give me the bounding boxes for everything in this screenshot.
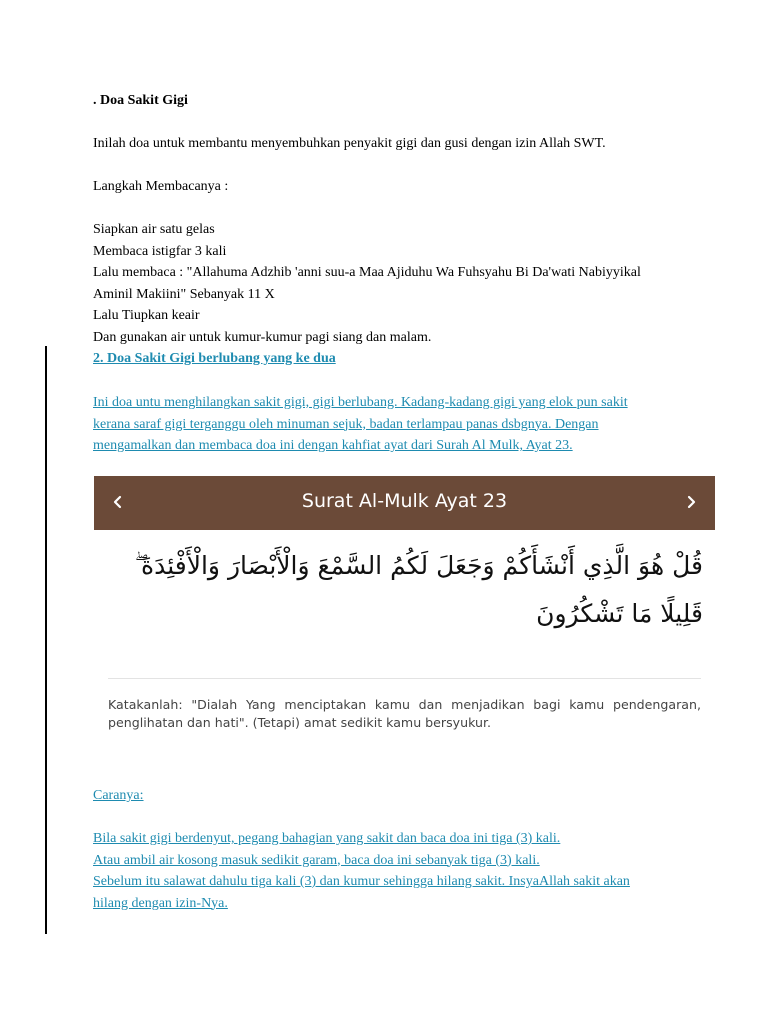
section2-link-line[interactable]: mengamalkan dan membaca doa ini dengan kahfiat ayat dari Surah Al Mulk, Ayat 23. <box>93 438 573 453</box>
caranya-link-line[interactable]: hilang dengan izin-Nya. <box>93 895 228 911</box>
steps-list <box>93 219 673 348</box>
langkah-label: Langkah Membacanya : <box>93 179 229 194</box>
step-line: Dan gunakan air untuk kumur-kumur pagi siang dan malam. <box>93 329 432 345</box>
ayat-arabic-text: قُلْ هُوَ الَّذِي أَنْشَأَكُمْ وَجَعَلَ لَكُمُ السَّمْعَ وَالْأَبْصَارَ وَالْأَفْئِدَةَ ۖ قَلِيلًا مَا تَشْكُرُونَ <box>134 551 703 628</box>
ayat-divider <box>108 678 701 679</box>
chevron-right-icon[interactable] <box>679 488 703 516</box>
ayat-translation: Katakanlah: "Dialah Yang menciptakan kamu dan menjadikan bagi kamu pendengaran, penglihatan dan hati". (Tetapi) amat sedikit kamu bersyukur. <box>108 697 701 730</box>
section-title-doa-sakit-gigi: . Doa Sakit Gigi <box>93 93 188 108</box>
step-line: Membaca istigfar 3 kali <box>93 243 227 259</box>
section-title-doa-gigi-berlubang-link[interactable]: 2. Doa Sakit Gigi berlubang yang ke dua <box>93 351 336 366</box>
caranya-link-line[interactable]: Bila sakit gigi berdenyut, pegang bahagian yang sakit dan baca doa ini tiga (3) kali. <box>93 831 561 846</box>
step-line: Lalu membaca : "Allahuma Adzhib 'anni suu-a Maa Ajiduhu Wa Fuhsyahu Bi Da'wati Nabiyyikal <box>93 265 641 280</box>
step-line: Siapkan air satu gelas <box>93 222 215 237</box>
margin-change-bar <box>45 346 47 934</box>
caranya-paragraph <box>93 828 663 914</box>
section2-link-line[interactable]: Ini doa untu menghilangkan sakit gigi, gigi berlubang. Kadang-kadang gigi yang elok pun sakit <box>93 395 628 410</box>
intro-paragraph: Inilah doa untuk membantu menyembuhkan penyakit gigi dan gusi dengan izin Allah SWT. <box>93 136 606 151</box>
caranya-link[interactable]: Caranya: <box>93 788 144 803</box>
ayat-card-title: Surat Al-Mulk Ayat 23 <box>301 490 508 512</box>
step-line: Lalu Tiupkan keair <box>93 308 200 323</box>
caranya-link-line[interactable]: Sebelum itu salawat dahulu tiga kali (3) dan kumur sehingga hilang sakit. InsyaAllah sakit akan <box>93 874 630 889</box>
section2-paragraph <box>93 392 663 457</box>
caranya-link-line[interactable]: Atau ambil air kosong masuk sedikit garam, baca doa ini sebanyak tiga (3) kali. <box>93 852 540 868</box>
section2-link-line[interactable]: kerana saraf gigi terganggu oleh minuman sejuk, badan terlampau panas dsbgnya. Dengan <box>93 416 599 432</box>
ayat-card-header <box>94 476 715 530</box>
step-line: Aminil Makiini" Sebanyak 11 X <box>93 286 275 302</box>
ayat-card-image <box>94 476 715 736</box>
